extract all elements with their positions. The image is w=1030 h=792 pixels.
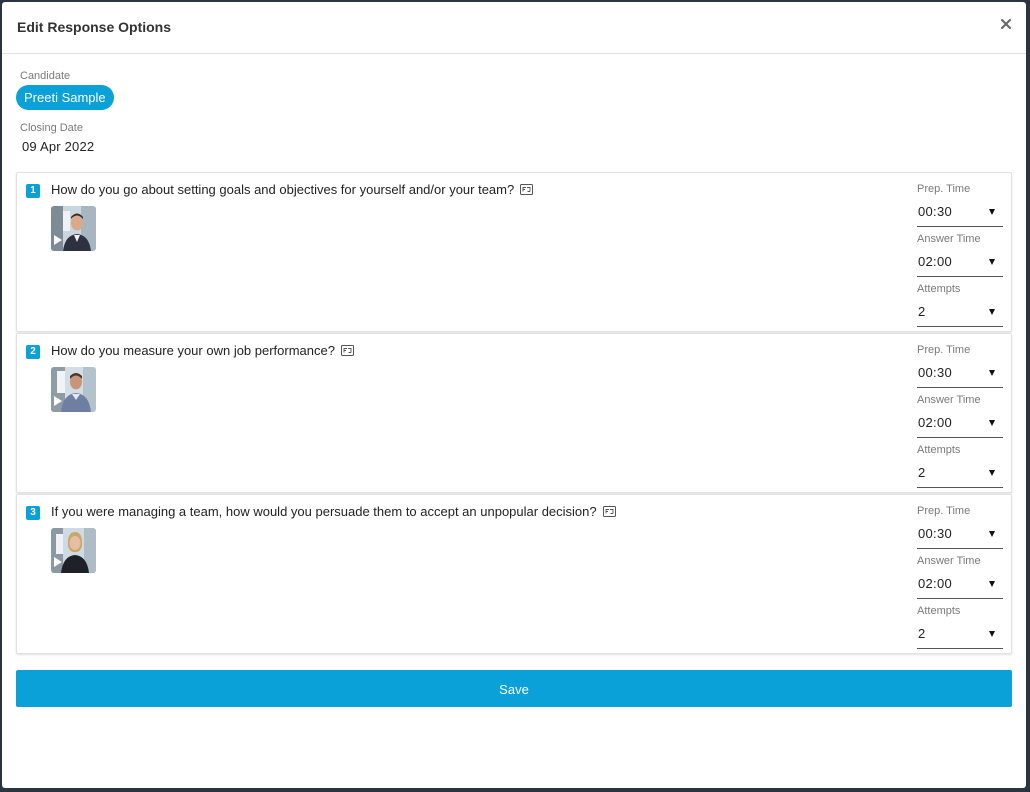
caret-down-icon: [989, 470, 995, 476]
prep-time-select[interactable]: [917, 196, 1003, 227]
answer-time-label: Answer Time: [917, 394, 981, 406]
answer-time-setting: [917, 232, 1003, 282]
question-card-3: [16, 494, 1012, 654]
play-icon[interactable]: [54, 557, 62, 567]
question-text: How do you go about setting goals and objectives for yourself and/or your team?: [51, 182, 515, 197]
closed-caption-icon[interactable]: [520, 184, 533, 195]
answer-time-value: 02:00: [918, 576, 953, 591]
attempts-label: Attempts: [917, 444, 961, 456]
attempts-label: Attempts: [917, 283, 961, 295]
closed-caption-icon[interactable]: [341, 345, 354, 356]
attempts-setting: [917, 604, 1003, 654]
prep-time-value: 00:30: [918, 365, 953, 380]
prep-time-value: 00:30: [918, 526, 953, 541]
question-header: [51, 343, 354, 358]
question-card-1: [16, 172, 1012, 332]
prep-time-select[interactable]: [917, 357, 1003, 388]
prep-time-setting: [917, 182, 1003, 232]
prep-time-setting: [917, 343, 1003, 393]
attempts-value: 2: [918, 304, 926, 319]
answer-time-setting: [917, 554, 1003, 604]
response-settings: [917, 343, 1003, 493]
save-button[interactable]: Save: [16, 670, 1012, 707]
play-icon[interactable]: [54, 235, 62, 245]
question-header: [51, 504, 616, 519]
question-text: If you were managing a team, how would you persuade them to accept an unpopular decision?: [51, 504, 597, 519]
prep-time-setting: [917, 504, 1003, 554]
answer-time-select[interactable]: [917, 407, 1003, 438]
question-header: [51, 182, 533, 197]
answer-time-select[interactable]: [917, 568, 1003, 599]
attempts-select[interactable]: [917, 457, 1003, 488]
caret-down-icon: [989, 531, 995, 537]
answer-time-setting: [917, 393, 1003, 443]
answer-time-value: 02:00: [918, 254, 953, 269]
candidate-label: Candidate: [20, 70, 71, 82]
response-settings: [917, 504, 1003, 654]
prep-time-label: Prep. Time: [917, 183, 971, 195]
closing-date-label: Closing Date: [20, 122, 83, 134]
caret-down-icon: [989, 581, 995, 587]
answer-time-label: Answer Time: [917, 555, 981, 567]
close-icon[interactable]: [998, 16, 1014, 32]
prep-time-label: Prep. Time: [917, 505, 971, 517]
caret-down-icon: [989, 309, 995, 315]
attempts-select[interactable]: [917, 618, 1003, 649]
attempts-setting: [917, 443, 1003, 493]
modal-title: Edit Response Options: [17, 19, 172, 35]
prep-time-select[interactable]: [917, 518, 1003, 549]
caret-down-icon: [989, 631, 995, 637]
modal-header: [2, 2, 1026, 54]
question-text: How do you measure your own job performance?: [51, 343, 335, 358]
caret-down-icon: [989, 370, 995, 376]
question-card-2: [16, 333, 1012, 493]
video-thumbnail[interactable]: [51, 528, 96, 573]
video-thumbnail[interactable]: [51, 367, 96, 412]
attempts-value: 2: [918, 465, 926, 480]
response-settings: [917, 182, 1003, 332]
edit-response-options-modal: [2, 2, 1026, 788]
video-thumbnail[interactable]: [51, 206, 96, 251]
play-icon[interactable]: [54, 396, 62, 406]
attempts-setting: [917, 282, 1003, 332]
question-number: 2: [26, 345, 40, 359]
closed-caption-icon[interactable]: [603, 506, 616, 517]
attempts-value: 2: [918, 626, 926, 641]
prep-time-value: 00:30: [918, 204, 953, 219]
attempts-select[interactable]: [917, 296, 1003, 327]
prep-time-label: Prep. Time: [917, 344, 971, 356]
caret-down-icon: [989, 209, 995, 215]
candidate-chip: Preeti Sample: [16, 85, 114, 110]
caret-down-icon: [989, 259, 995, 265]
question-number: 1: [26, 184, 40, 198]
answer-time-value: 02:00: [918, 415, 953, 430]
answer-time-label: Answer Time: [917, 233, 981, 245]
caret-down-icon: [989, 420, 995, 426]
answer-time-select[interactable]: [917, 246, 1003, 277]
attempts-label: Attempts: [917, 605, 961, 617]
question-number: 3: [26, 506, 40, 520]
closing-date-value: 09 Apr 2022: [22, 139, 95, 154]
